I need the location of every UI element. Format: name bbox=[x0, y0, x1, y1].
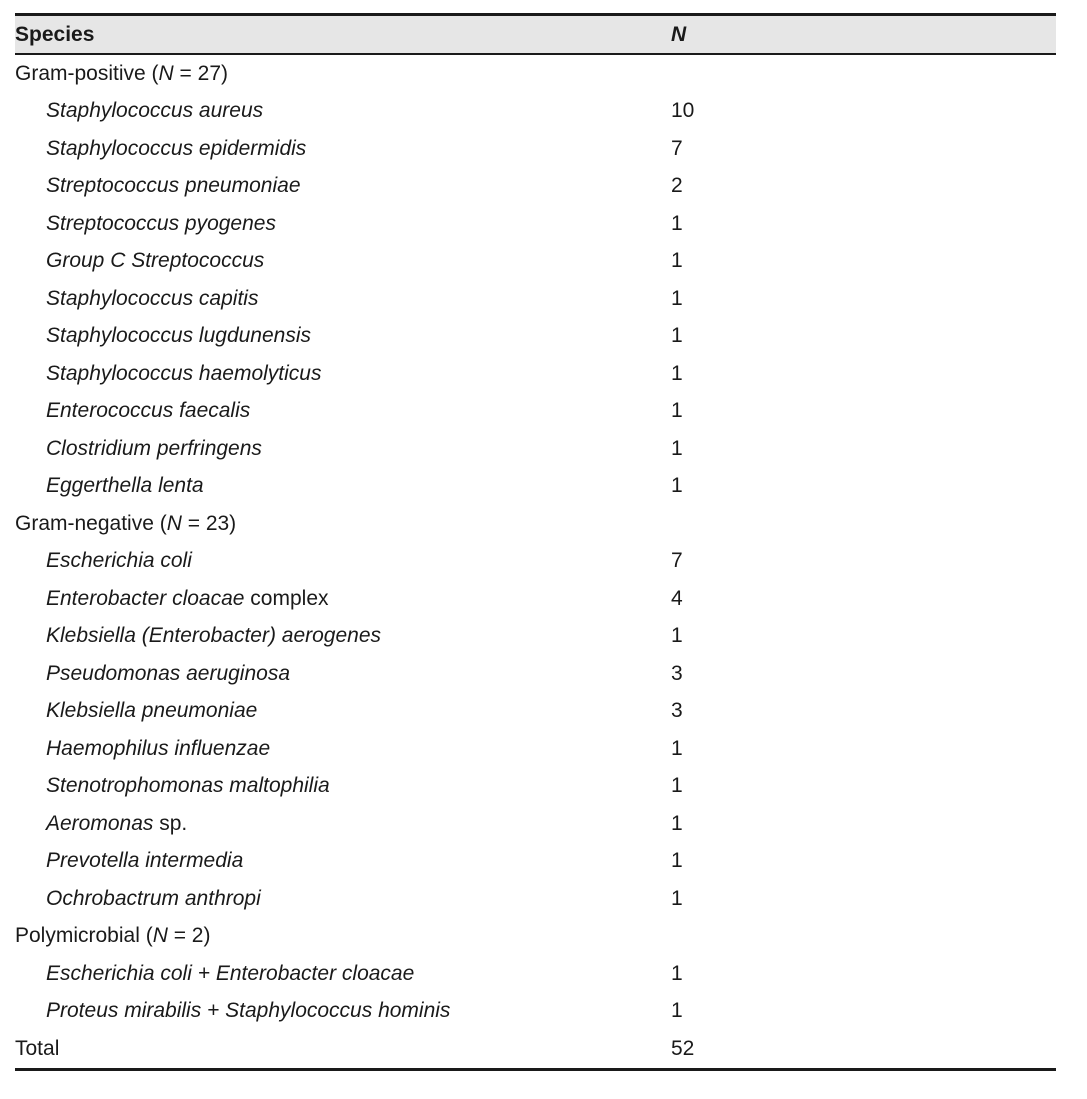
species-name bbox=[15, 280, 671, 318]
count-cell: 3 bbox=[671, 661, 683, 685]
species-name-part: Eggerthella lenta bbox=[46, 474, 204, 498]
species-name bbox=[15, 93, 671, 131]
species-name bbox=[15, 693, 671, 731]
group-row bbox=[15, 505, 1056, 543]
species-row bbox=[15, 580, 1056, 618]
species-name bbox=[15, 543, 671, 581]
species-row bbox=[15, 355, 1056, 393]
species-row bbox=[15, 693, 1056, 731]
species-row bbox=[15, 730, 1056, 768]
count-cell bbox=[671, 918, 1056, 956]
group-label bbox=[15, 54, 671, 93]
group-row bbox=[15, 918, 1056, 956]
species-name-part: Escherichia coli + Enterobacter cloacae bbox=[46, 961, 415, 985]
count-cell bbox=[671, 54, 1056, 93]
count-cell bbox=[671, 505, 1056, 543]
species-row bbox=[15, 205, 1056, 243]
species-row bbox=[15, 168, 1056, 206]
species-name-part: Klebsiella pneumoniae bbox=[46, 699, 258, 723]
group-row bbox=[15, 54, 1056, 93]
species-name-part: Streptococcus pyogenes bbox=[46, 211, 276, 235]
species-row bbox=[15, 655, 1056, 693]
species-name-part: Staphylococcus aureus bbox=[46, 99, 264, 123]
species-name bbox=[15, 205, 671, 243]
count-cell: 1 bbox=[671, 886, 683, 910]
table-header bbox=[15, 15, 1056, 55]
count-cell: 2 bbox=[671, 174, 683, 198]
species-name bbox=[15, 430, 671, 468]
count-cell: 4 bbox=[671, 586, 683, 610]
header-n: N bbox=[671, 15, 1056, 55]
species-table bbox=[15, 13, 1056, 1071]
species-name bbox=[15, 468, 671, 506]
species-row bbox=[15, 618, 1056, 656]
species-name-part: Clostridium perfringens bbox=[46, 436, 262, 460]
group-label-prefix: Polymicrobial ( bbox=[15, 924, 153, 948]
count-cell: 1 bbox=[671, 474, 683, 498]
species-name-part: Haemophilus influenzae bbox=[46, 736, 271, 760]
species-name-part: Pseudomonas aeruginosa bbox=[46, 661, 291, 685]
species-name-part: Staphylococcus epidermidis bbox=[46, 136, 307, 160]
table-body bbox=[15, 54, 1056, 1069]
species-name bbox=[15, 168, 671, 206]
count-cell: 1 bbox=[671, 736, 683, 760]
species-name-part: Aeromonas bbox=[46, 811, 154, 835]
group-label-suffix: = 23) bbox=[181, 511, 237, 535]
species-row bbox=[15, 543, 1056, 581]
count-cell: 1 bbox=[671, 811, 683, 835]
header-species: Species bbox=[15, 15, 671, 55]
species-name bbox=[15, 318, 671, 356]
count-cell: 1 bbox=[671, 624, 683, 648]
group-label-suffix: = 2) bbox=[167, 924, 211, 948]
species-name bbox=[15, 355, 671, 393]
species-name-part: Staphylococcus capitis bbox=[46, 286, 259, 310]
group-label-n: N bbox=[152, 924, 168, 948]
species-name-part: sp. bbox=[153, 811, 188, 835]
header-row bbox=[15, 15, 1056, 55]
species-name bbox=[15, 393, 671, 431]
species-name-part: Group C Streptococcus bbox=[46, 249, 265, 273]
species-name bbox=[15, 768, 671, 806]
species-name-part: Staphylococcus lugdunensis bbox=[46, 324, 312, 348]
species-name-part: Prevotella intermedia bbox=[46, 849, 244, 873]
group-label bbox=[15, 505, 671, 543]
count-cell: 1 bbox=[671, 849, 683, 873]
species-row bbox=[15, 768, 1056, 806]
species-row bbox=[15, 393, 1056, 431]
species-name bbox=[15, 955, 671, 993]
count-cell: 52 bbox=[671, 1030, 1056, 1069]
group-label-prefix: Gram-negative ( bbox=[15, 511, 167, 535]
species-name bbox=[15, 243, 671, 281]
species-name-part: Ochrobactrum anthropi bbox=[46, 886, 261, 910]
group-label-prefix: Gram-positive ( bbox=[15, 61, 159, 85]
species-row bbox=[15, 318, 1056, 356]
count-cell: 1 bbox=[671, 774, 683, 798]
species-name bbox=[15, 130, 671, 168]
group-label-n: N bbox=[158, 61, 174, 85]
species-row bbox=[15, 843, 1056, 881]
species-row bbox=[15, 130, 1056, 168]
species-row bbox=[15, 93, 1056, 131]
group-label bbox=[15, 918, 671, 956]
count-cell: 7 bbox=[671, 549, 683, 573]
count-cell: 1 bbox=[671, 399, 683, 423]
count-cell: 1 bbox=[671, 249, 683, 273]
count-cell: 3 bbox=[671, 699, 683, 723]
species-name bbox=[15, 993, 671, 1031]
total-label: Total bbox=[15, 1030, 671, 1069]
count-cell: 7 bbox=[671, 136, 683, 160]
count-cell: 1 bbox=[671, 286, 683, 310]
species-row bbox=[15, 993, 1056, 1031]
species-name bbox=[15, 580, 671, 618]
species-table-container bbox=[15, 13, 1056, 1071]
species-name bbox=[15, 618, 671, 656]
species-name-part: Enterobacter cloacae bbox=[46, 586, 245, 610]
species-name bbox=[15, 880, 671, 918]
count-cell: 1 bbox=[671, 999, 683, 1023]
species-name bbox=[15, 843, 671, 881]
species-row bbox=[15, 955, 1056, 993]
species-name-part: complex bbox=[244, 586, 329, 610]
group-label-n: N bbox=[166, 511, 182, 535]
species-name-part: Proteus mirabilis + Staphylococcus hominis bbox=[46, 999, 451, 1023]
species-name bbox=[15, 730, 671, 768]
species-row bbox=[15, 805, 1056, 843]
species-row bbox=[15, 280, 1056, 318]
count-cell: 1 bbox=[671, 361, 683, 385]
species-name-part: Klebsiella (Enterobacter) aerogenes bbox=[46, 624, 382, 648]
species-name-part: Staphylococcus haemolyticus bbox=[46, 361, 322, 385]
species-name-part: Enterococcus faecalis bbox=[46, 399, 251, 423]
species-row bbox=[15, 243, 1056, 281]
count-cell: 10 bbox=[671, 99, 695, 123]
count-cell: 1 bbox=[671, 436, 683, 460]
species-row bbox=[15, 880, 1056, 918]
count-cell: 1 bbox=[671, 324, 683, 348]
species-name-part: Escherichia coli bbox=[46, 549, 192, 573]
species-name bbox=[15, 655, 671, 693]
species-name bbox=[15, 805, 671, 843]
total-row bbox=[15, 1030, 1056, 1069]
species-name-part: Stenotrophomonas maltophilia bbox=[46, 774, 330, 798]
species-row bbox=[15, 430, 1056, 468]
count-cell: 1 bbox=[671, 211, 683, 235]
count-cell: 1 bbox=[671, 961, 683, 985]
species-row bbox=[15, 468, 1056, 506]
species-name-part: Streptococcus pneumoniae bbox=[46, 174, 301, 198]
group-label-suffix: = 27) bbox=[173, 61, 228, 85]
